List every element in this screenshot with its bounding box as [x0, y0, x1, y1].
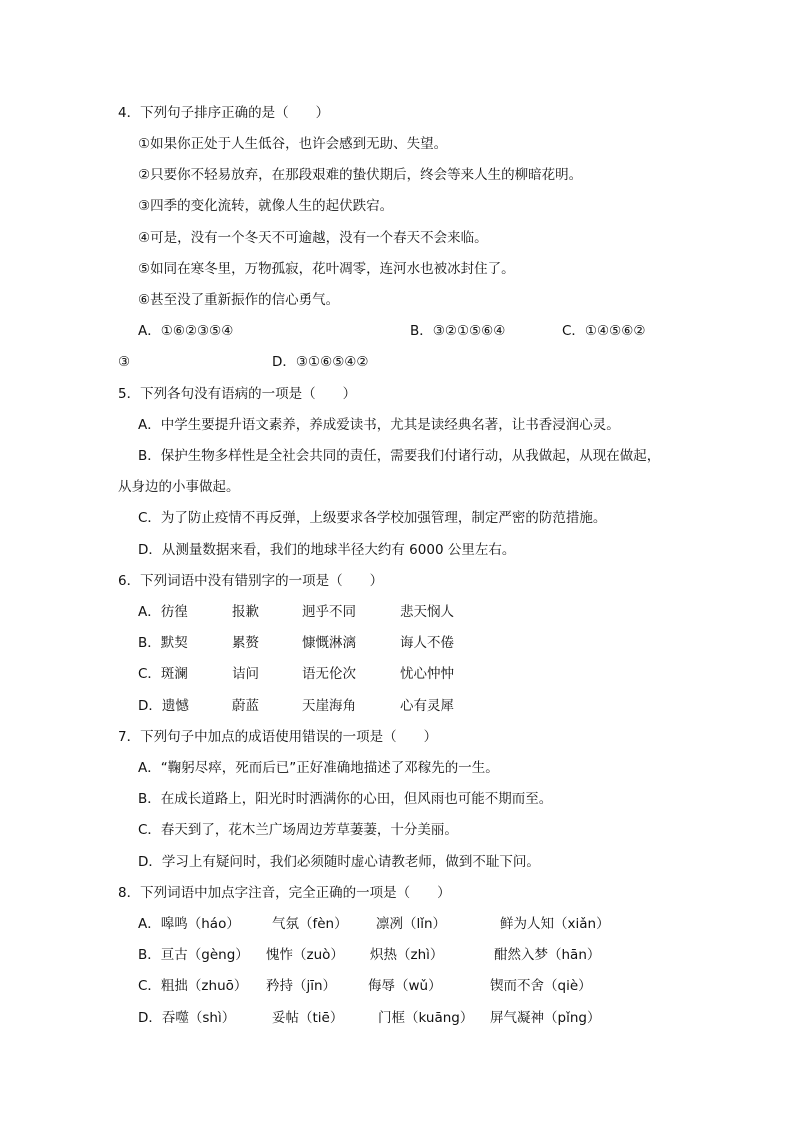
word: A．彷徨	[138, 604, 188, 620]
word: 心有灵犀	[400, 698, 454, 714]
word: 累赘	[232, 635, 259, 651]
word: 屏气凝神（pǐng）	[490, 1010, 601, 1026]
q8-stem: 8．下列词语中加点字注音，完全正确的一项是（ ）	[118, 885, 451, 901]
q4-option-d: D．③①⑥⑤④②	[272, 354, 369, 370]
word: 侮辱（wǔ）	[368, 978, 442, 994]
word: 炽热（zhì）	[370, 947, 444, 963]
q6-stem: 6．下列词语中没有错别字的一项是（ ）	[118, 573, 384, 589]
word: 锲而不舍（qiè）	[490, 978, 592, 994]
word: 妥帖（tiē）	[272, 1010, 344, 1026]
q5-option-c: C．为了防止疫情不再反弹，上级要求各学校加强管理，制定严密的防范措施。	[138, 510, 607, 526]
q4-sentence-4: ④可是，没有一个冬天不可逾越，没有一个春天不会来临。	[138, 230, 488, 246]
word: C．斑澜	[138, 666, 188, 682]
word: 酣然入梦（hān）	[494, 947, 601, 963]
word: 语无伦次	[302, 666, 356, 682]
word: 忧心忡忡	[400, 666, 454, 682]
q5-option-b-continued: 从身边的小事做起。	[118, 479, 240, 495]
word: 矜持（jīn）	[266, 978, 337, 994]
q7-stem: 7．下列句子中加点的成语使用错误的一项是（ ）	[118, 729, 438, 745]
word: 鲜为人知（xiǎn）	[500, 916, 610, 932]
word: 悲天悯人	[400, 604, 454, 620]
word: 门框（kuāng）	[378, 1010, 474, 1026]
word: 天崖海角	[302, 698, 356, 714]
q4-sentence-2: ②只要你不轻易放弃，在那段艰难的蛰伏期后，终会等来人生的柳暗花明。	[138, 167, 583, 183]
q7-option-c: C．春天到了，花木兰广场周边芳草萋萋，十分美丽。	[138, 822, 458, 838]
word: B．亘古（gèng）	[138, 947, 249, 963]
q4-option-a: A．①⑥②③⑤④	[138, 323, 234, 339]
q4-option-c-continued: ③	[118, 354, 131, 370]
q4-sentence-5: ⑤如同在寒冬里，万物孤寂，花叶凋零，连河水也被冰封住了。	[138, 261, 515, 277]
q7-option-a: A．“鞠躬尽瘁，死而后已”正好准确地描述了邓稼先的一生。	[138, 760, 499, 776]
word: D．遗憾	[138, 698, 189, 714]
word: 凛冽（lǐn）	[376, 916, 447, 932]
q4-option-c: C．①④⑤⑥②	[562, 323, 646, 339]
q4-sentence-3: ③四季的变化流转，就像人生的起伏跌宕。	[138, 198, 394, 214]
word: 气氛（fèn）	[272, 916, 348, 932]
word: 蔚蓝	[232, 698, 259, 714]
q7-option-d: D．学习上有疑问时，我们必须随时虚心请教老师，做到不耻下问。	[138, 854, 540, 870]
q5-option-a: A．中学生要提升语文素养，养成爱读书，尤其是读经典名著，让书香浸润心灵。	[138, 417, 620, 433]
q4-sentence-1: ①如果你正处于人生低谷，也许会感到无助、失望。	[138, 136, 448, 152]
q7-option-b: B．在成长道路上，阳光时时洒满你的心田，但风雨也可能不期而至。	[138, 791, 553, 807]
q4-option-b: B．③②①⑤⑥④	[410, 323, 506, 339]
word: 慷慨淋漓	[302, 635, 356, 651]
q5-stem: 5．下列各句没有语病的一项是（ ）	[118, 386, 357, 402]
q5-option-d: D．从测量数据来看，我们的地球半径大约有 6000 公里左右。	[138, 542, 516, 558]
word: 报歉	[232, 604, 259, 620]
word: 诘问	[232, 666, 259, 682]
word: D．吞噬（shì）	[138, 1010, 236, 1026]
q4-stem: 4．下列句子排序正确的是（ ）	[118, 105, 330, 121]
word: 愧怍（zuò）	[266, 947, 344, 963]
word: 诲人不倦	[400, 635, 454, 651]
word: C．粗拙（zhuō）	[138, 978, 248, 994]
word: A．嗥鸣（háo）	[138, 916, 240, 932]
q4-sentence-6: ⑥甚至没了重新振作的信心勇气。	[138, 292, 340, 308]
word: 迥乎不同	[302, 604, 356, 620]
q5-option-b: B．保护生物多样性是全社会共同的责任，需要我们付诸行动，从我做起，从现在做起，	[138, 448, 661, 464]
word: B．默契	[138, 635, 188, 651]
